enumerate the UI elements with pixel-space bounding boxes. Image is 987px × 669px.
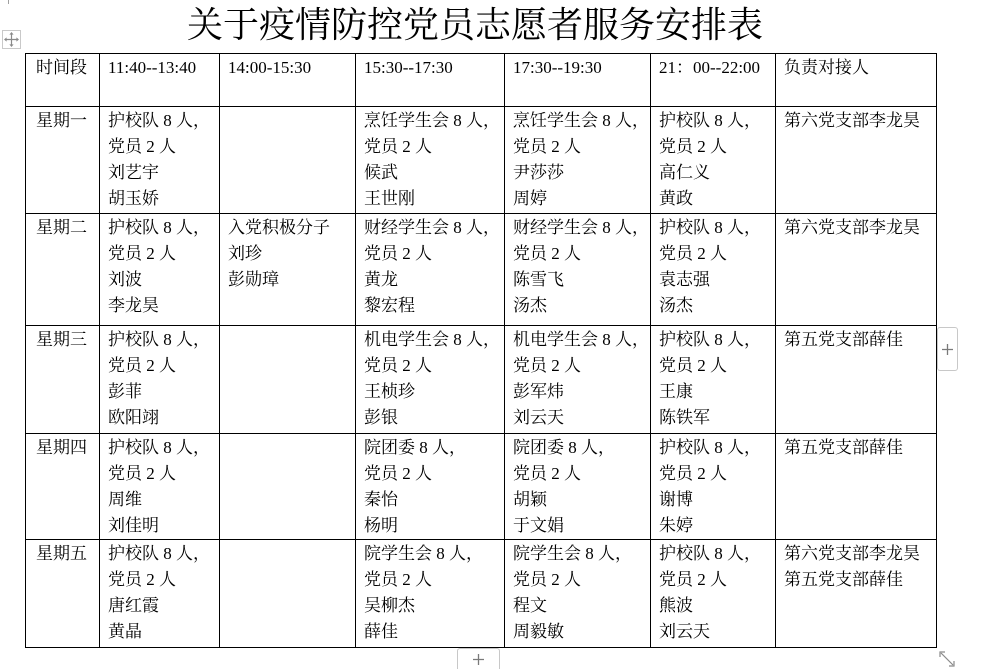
plus-icon — [942, 344, 953, 355]
cell-line: 党员 2 人 — [364, 137, 432, 156]
table-row — [26, 214, 937, 326]
contact-cell[interactable] — [776, 214, 937, 326]
cell-line: 院团委 8 人， — [364, 438, 466, 457]
day-label: 星期二 — [36, 218, 87, 237]
contact-line: 第六党支部李龙昊 — [784, 111, 920, 130]
cell-line: 党员 2 人 — [108, 244, 176, 263]
cell-line: 党员 2 人 — [659, 244, 727, 263]
cell-line: 汤杰 — [659, 296, 693, 315]
schedule-cell[interactable] — [100, 107, 220, 214]
day-label: 星期三 — [36, 330, 87, 349]
cell-line: 周维 — [108, 490, 142, 509]
cell-line: 刘珍 — [228, 244, 262, 263]
schedule-cell[interactable] — [220, 540, 356, 648]
cell-line: 院学生会 8 人， — [513, 544, 632, 563]
contact-cell[interactable] — [776, 540, 937, 648]
page-corner-crop-mark — [8, 0, 9, 4]
cell-line: 袁志强 — [659, 270, 710, 289]
cell-line: 吴柳杰 — [364, 596, 415, 615]
cell-line: 护校队 8 人， — [659, 330, 761, 349]
table-row — [26, 434, 937, 540]
schedule-cell[interactable] — [220, 107, 356, 214]
plus-icon — [473, 654, 484, 665]
cell-line: 党员 2 人 — [513, 570, 581, 589]
cell-line: 李龙昊 — [108, 296, 159, 315]
cell-line: 欧阳翊 — [108, 408, 159, 427]
cell-line: 黄龙 — [364, 270, 398, 289]
cell-line: 刘波 — [108, 270, 142, 289]
cell-line: 王世刚 — [364, 189, 415, 208]
schedule-cell[interactable] — [651, 107, 776, 214]
cell-line: 秦怡 — [364, 490, 398, 509]
add-column-button[interactable] — [937, 327, 958, 371]
cell-line: 胡颖 — [513, 490, 547, 509]
contact-line: 第五党支部薛佳 — [784, 330, 903, 349]
header-cell-time-slot[interactable] — [356, 54, 505, 107]
cell-line: 汤杰 — [513, 296, 547, 315]
cell-line: 朱婷 — [659, 516, 693, 535]
day-cell[interactable] — [26, 326, 100, 434]
cell-line: 黄政 — [659, 189, 693, 208]
cell-line: 党员 2 人 — [659, 137, 727, 156]
schedule-cell[interactable] — [651, 434, 776, 540]
cell-line: 彭勋璋 — [228, 270, 279, 289]
header-label: 时间段 — [36, 58, 87, 77]
cell-line: 党员 2 人 — [108, 464, 176, 483]
schedule-cell[interactable] — [651, 540, 776, 648]
cell-line: 党员 2 人 — [108, 356, 176, 375]
contact-line: 第五党支部薛佳 — [784, 438, 903, 457]
cell-line: 党员 2 人 — [108, 570, 176, 589]
cell-line: 机电学生会 8 人， — [513, 330, 649, 349]
cell-line: 财经学生会 8 人， — [513, 218, 649, 237]
cell-line: 护校队 8 人， — [108, 111, 210, 130]
cell-line: 薛佳 — [364, 622, 398, 641]
header-label: 负责对接人 — [784, 58, 869, 77]
schedule-cell[interactable] — [100, 214, 220, 326]
header-label: 17:30--19:30 — [513, 58, 602, 77]
cell-line: 彭菲 — [108, 382, 142, 401]
cell-line: 护校队 8 人， — [108, 330, 210, 349]
schedule-cell[interactable] — [356, 107, 505, 214]
cell-line: 院团委 8 人， — [513, 438, 615, 457]
cell-line: 烹饪学生会 8 人， — [364, 111, 500, 130]
table-header-row — [26, 54, 937, 107]
schedule-cell[interactable] — [651, 326, 776, 434]
contact-cell[interactable] — [776, 107, 937, 214]
header-cell-time-period[interactable] — [26, 54, 100, 107]
document-title[interactable]: 关于疫情防控党员志愿者服务安排表 — [186, 5, 763, 45]
schedule-cell[interactable] — [100, 540, 220, 648]
cell-line: 陈雪飞 — [513, 270, 564, 289]
cell-line: 烹饪学生会 8 人， — [513, 111, 649, 130]
cell-line: 护校队 8 人， — [108, 218, 210, 237]
table-resize-handle[interactable] — [936, 649, 958, 669]
contact-line: 第六党支部李龙昊 — [784, 544, 920, 563]
header-label: 21：00--22:00 — [659, 58, 761, 77]
cell-line: 财经学生会 8 人， — [364, 218, 500, 237]
cell-line: 护校队 8 人， — [659, 111, 761, 130]
schedule-cell[interactable] — [356, 540, 505, 648]
cell-line: 入党积极分子 — [228, 218, 330, 237]
header-cell-time-slot[interactable] — [651, 54, 776, 107]
cell-line: 胡玉娇 — [108, 189, 159, 208]
schedule-cell[interactable] — [505, 434, 651, 540]
cell-line: 党员 2 人 — [364, 570, 432, 589]
schedule-cell[interactable] — [356, 434, 505, 540]
cell-line: 杨明 — [364, 516, 398, 535]
contact-line: 第六党支部李龙昊 — [784, 218, 920, 237]
cell-line: 党员 2 人 — [513, 464, 581, 483]
cell-line: 党员 2 人 — [364, 356, 432, 375]
contact-cell[interactable] — [776, 326, 937, 434]
day-label: 星期五 — [36, 544, 87, 563]
schedule-cell[interactable] — [220, 434, 356, 540]
cell-line: 黎宏程 — [364, 296, 415, 315]
table-move-handle[interactable] — [2, 30, 21, 49]
cell-line: 护校队 8 人， — [659, 218, 761, 237]
cell-line: 高仁义 — [659, 163, 710, 182]
cell-line: 刘云天 — [513, 408, 564, 427]
day-cell[interactable] — [26, 107, 100, 214]
cell-line: 护校队 8 人， — [108, 438, 210, 457]
cell-line: 程文 — [513, 596, 547, 615]
cell-line: 尹莎莎 — [513, 163, 564, 182]
schedule-cell[interactable] — [100, 434, 220, 540]
schedule-cell[interactable] — [505, 214, 651, 326]
cell-line: 护校队 8 人， — [659, 544, 761, 563]
cell-line: 党员 2 人 — [364, 464, 432, 483]
cell-line: 党员 2 人 — [659, 570, 727, 589]
schedule-cell[interactable] — [356, 326, 505, 434]
cell-line: 谢博 — [659, 490, 693, 509]
cell-line: 王桢珍 — [364, 382, 415, 401]
cell-line: 护校队 8 人， — [659, 438, 761, 457]
cell-line: 党员 2 人 — [513, 356, 581, 375]
cell-line: 党员 2 人 — [659, 464, 727, 483]
cell-line: 护校队 8 人， — [108, 544, 210, 563]
table-row — [26, 326, 937, 434]
cell-line: 黄晶 — [108, 622, 142, 641]
schedule-cell[interactable] — [100, 326, 220, 434]
cell-line: 党员 2 人 — [659, 356, 727, 375]
schedule-cell[interactable] — [505, 326, 651, 434]
cell-line: 陈铁军 — [659, 408, 710, 427]
cell-line: 刘艺宇 — [108, 163, 159, 182]
day-cell[interactable] — [26, 434, 100, 540]
contact-line: 第五党支部薛佳 — [784, 570, 903, 589]
header-cell-time-slot[interactable] — [505, 54, 651, 107]
cell-line: 刘佳明 — [108, 516, 159, 535]
cell-line: 王康 — [659, 382, 693, 401]
add-row-button[interactable] — [457, 648, 500, 669]
schedule-cell[interactable] — [505, 540, 651, 648]
schedule-cell[interactable] — [356, 214, 505, 326]
day-label: 星期一 — [36, 111, 87, 130]
cell-line: 于文娟 — [513, 516, 564, 535]
header-label: 15:30--17:30 — [364, 58, 453, 77]
schedule-table — [25, 53, 937, 648]
header-cell-time-slot[interactable] — [100, 54, 220, 107]
cell-line: 刘云天 — [659, 622, 710, 641]
cell-line: 候武 — [364, 163, 398, 182]
header-label: 14:00-15:30 — [228, 58, 312, 77]
move-arrows-icon — [2, 30, 21, 49]
cell-line: 彭银 — [364, 408, 398, 427]
cell-line: 院学生会 8 人， — [364, 544, 483, 563]
cell-line: 党员 2 人 — [364, 244, 432, 263]
cell-line: 机电学生会 8 人， — [364, 330, 500, 349]
schedule-cell[interactable] — [220, 214, 356, 326]
header-cell-time-slot[interactable] — [220, 54, 356, 107]
contact-cell[interactable] — [776, 434, 937, 540]
cell-line: 唐红霞 — [108, 596, 159, 615]
header-cell-contact[interactable] — [776, 54, 937, 107]
cell-line: 周婷 — [513, 189, 547, 208]
header-label: 11:40--13:40 — [108, 58, 197, 77]
cell-line: 党员 2 人 — [108, 137, 176, 156]
day-label: 星期四 — [36, 438, 87, 457]
cell-line: 党员 2 人 — [513, 137, 581, 156]
cell-line: 彭军炜 — [513, 382, 564, 401]
table-row — [26, 540, 937, 648]
cell-line: 周毅敏 — [513, 622, 564, 641]
day-cell[interactable] — [26, 214, 100, 326]
day-cell[interactable] — [26, 540, 100, 648]
schedule-cell[interactable] — [220, 326, 356, 434]
cell-line: 党员 2 人 — [513, 244, 581, 263]
diagonal-resize-icon — [936, 649, 958, 669]
schedule-cell[interactable] — [505, 107, 651, 214]
schedule-cell[interactable] — [651, 214, 776, 326]
table-row — [26, 107, 937, 214]
cell-line: 熊波 — [659, 596, 693, 615]
